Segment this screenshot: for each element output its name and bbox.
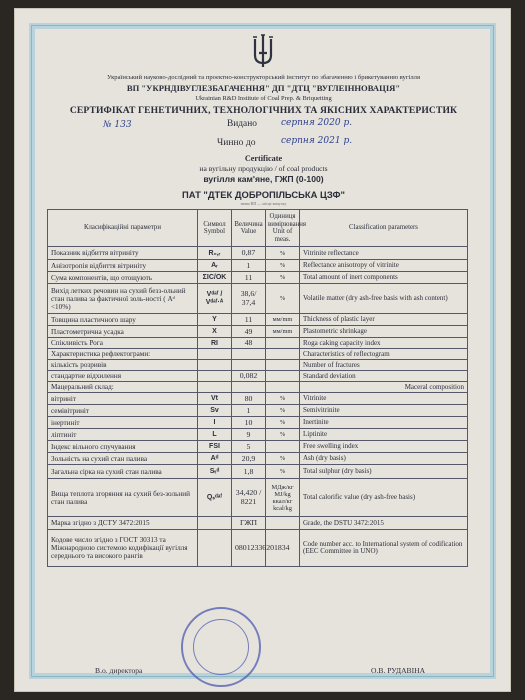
company-subline: назва ВП — місце випуску bbox=[240, 201, 287, 206]
value-cell: 49 bbox=[232, 326, 266, 338]
param-cell: Анізотропія відбиття вітриніту bbox=[48, 260, 198, 272]
table-row bbox=[48, 260, 468, 272]
trident-emblem-icon bbox=[249, 33, 277, 69]
valid-until-label: Чинно до bbox=[217, 137, 256, 148]
col-header-class: Classification parameters bbox=[300, 210, 468, 247]
param-cell: семівітриніт bbox=[48, 405, 198, 417]
signatory-name: О.В. РУДАВІНА bbox=[371, 666, 426, 675]
certificate-sheet bbox=[14, 8, 511, 692]
symbol-cell bbox=[198, 530, 232, 567]
certificate-label-en: Certificate bbox=[244, 154, 283, 163]
value-cell bbox=[232, 360, 266, 371]
param-cell: Товщина пластичного шару bbox=[48, 314, 198, 326]
table-row bbox=[48, 393, 468, 405]
unit-cell: % bbox=[266, 417, 300, 429]
unit-cell: % bbox=[266, 284, 300, 314]
param-cell: Вихід летких речовин на сухий безз-ольний стан палива за фактичної золь-ності ( Aᵈ <10%) bbox=[48, 284, 198, 314]
classification-cell: Plastometric shrinkage bbox=[300, 326, 468, 338]
value-cell: 5 bbox=[232, 441, 266, 453]
classification-cell: Inertinite bbox=[300, 417, 468, 429]
unit-cell bbox=[266, 382, 300, 393]
classification-cell: Thickness of plastic layer bbox=[300, 314, 468, 326]
classification-cell: Maceral composition bbox=[300, 382, 468, 393]
value-cell: 80 bbox=[232, 393, 266, 405]
table-row bbox=[48, 326, 468, 338]
param-cell: Спікливість Рога bbox=[48, 338, 198, 349]
symbol-cell: Aᵈ bbox=[198, 453, 232, 465]
param-cell: Марка згідно з ДСТУ 3472:2015 bbox=[48, 517, 198, 530]
param-cell: Кодове число згідно з ГОСТ 30313 та Міжнародною системою кодифікації вугілля середнього та високого рангів bbox=[48, 530, 198, 567]
param-cell: Мацеральний склад: bbox=[48, 382, 198, 393]
param-cell: Загальна сірка на сухий стан палива bbox=[48, 465, 198, 479]
classification-cell: Standard deviation bbox=[300, 371, 468, 382]
col-header-symbol: Символ Symbol bbox=[198, 210, 232, 247]
symbol-cell: Y bbox=[198, 314, 232, 326]
classification-cell: Total amount of inert components bbox=[300, 272, 468, 284]
unit-cell: % bbox=[266, 405, 300, 417]
symbol-cell: Qₛᵈᵃᶠ bbox=[198, 479, 232, 517]
symbol-cell bbox=[198, 360, 232, 371]
param-cell: Зольність на сухий стан палива bbox=[48, 453, 198, 465]
value-cell: 48 bbox=[232, 338, 266, 349]
symbol-cell: L bbox=[198, 429, 232, 441]
unit-cell: % bbox=[266, 465, 300, 479]
unit-cell: МДж/кг MJ/kg ккал/кг kcal/kg bbox=[266, 479, 300, 517]
unit-cell: % bbox=[266, 453, 300, 465]
table-header-row bbox=[48, 210, 468, 247]
classification-cell: Vitrinite reflectance bbox=[300, 247, 468, 260]
classification-cell: Grade, the DSTU 3472:2015 bbox=[300, 517, 468, 530]
unit-cell bbox=[266, 349, 300, 360]
param-cell: інертиніт bbox=[48, 417, 198, 429]
value-cell: 34,420 / 8221 bbox=[232, 479, 266, 517]
table-row bbox=[48, 441, 468, 453]
symbol-cell: X bbox=[198, 326, 232, 338]
company-name: ПАТ "ДТЕК ДОБРОПІЛЬСЬКА ЦЗФ" bbox=[182, 189, 345, 200]
value-cell: 11 bbox=[232, 314, 266, 326]
value-cell: 1 bbox=[232, 405, 266, 417]
certificate-content bbox=[41, 33, 486, 681]
institute-name: Український науково-дослідний та проектно-конструкторський інститут по збагаченню і брикетуванню вугілля bbox=[107, 74, 420, 81]
symbol-cell: Sₜᵈ bbox=[198, 465, 232, 479]
param-cell: ліптиніт bbox=[48, 429, 198, 441]
coal-grade: вугілля кам'яне, ГЖП (0-100) bbox=[203, 174, 324, 184]
classification-cell: Code number acc. to International system of codification (EEC Committee in UNO) bbox=[300, 530, 468, 567]
value-cell: 20,9 bbox=[232, 453, 266, 465]
param-cell: Пластометрична усадка bbox=[48, 326, 198, 338]
table-row bbox=[48, 247, 468, 260]
unit-cell bbox=[266, 338, 300, 349]
certificate-number: № 133 bbox=[103, 120, 132, 130]
symbol-cell: R₀,ᵣ bbox=[198, 247, 232, 260]
value-cell: 1 bbox=[232, 260, 266, 272]
symbol-cell bbox=[198, 349, 232, 360]
value-cell: 0,082 bbox=[232, 371, 266, 382]
issued-label: Видано bbox=[227, 119, 257, 129]
unit-cell bbox=[266, 360, 300, 371]
classification-cell: Total calorific value (dry ash-free basis) bbox=[300, 479, 468, 517]
symbol-cell: RI bbox=[198, 338, 232, 349]
classification-cell: Free swelling index bbox=[300, 441, 468, 453]
value-cell bbox=[232, 349, 266, 360]
classification-cell: Total sulphur (dry basis) bbox=[300, 465, 468, 479]
param-cell: Сума компонентів, що отощують bbox=[48, 272, 198, 284]
value-cell: 11 bbox=[232, 272, 266, 284]
table-row bbox=[48, 284, 468, 314]
director-label: В.о. директора bbox=[95, 666, 143, 675]
value-cell: 38,6/ 37,4 bbox=[232, 284, 266, 314]
table-row bbox=[48, 517, 468, 530]
symbol-cell: Vᵈᵃᶠ / Vᵈᵃᶠ·ᴬ bbox=[198, 284, 232, 314]
certificate-title: СЕРТИФІКАТ ГЕНЕТИЧНИХ, ТЕХНОЛОГІЧНИХ ТА ЯКІСНИХ ХАРАКТЕРИСТИК bbox=[69, 105, 458, 116]
col-header-param: Класифікаційні параметри bbox=[48, 210, 198, 247]
organization-name-en: Ukrainian R&D Institute of Coal Prep. & Briquetting bbox=[195, 95, 332, 102]
issued-date: серпня 2020 р. bbox=[281, 118, 353, 128]
classification-cell: Liptinite bbox=[300, 429, 468, 441]
product-line: на вугільну продукцію / of coal products bbox=[199, 164, 328, 173]
table-row bbox=[48, 453, 468, 465]
param-cell: вітриніт bbox=[48, 393, 198, 405]
value-cell: 1,8 bbox=[232, 465, 266, 479]
symbol-cell bbox=[198, 517, 232, 530]
param-cell: стандартне відхилення bbox=[48, 371, 198, 382]
value-cell: 9 bbox=[232, 429, 266, 441]
table-row bbox=[48, 349, 468, 360]
characteristics-table bbox=[47, 209, 468, 567]
official-stamp bbox=[181, 607, 261, 687]
unit-cell: % bbox=[266, 429, 300, 441]
unit-cell: мм/mm bbox=[266, 326, 300, 338]
unit-cell: % bbox=[266, 260, 300, 272]
unit-cell: % bbox=[266, 272, 300, 284]
param-cell: Характеристика рефлектограми: bbox=[48, 349, 198, 360]
table-row bbox=[48, 272, 468, 284]
param-cell: кількість розривів bbox=[48, 360, 198, 371]
value-cell: 0,87 bbox=[232, 247, 266, 260]
unit-cell: мм/mm bbox=[266, 314, 300, 326]
col-header-unit: Одиниця вимірювання Unit of meas. bbox=[266, 210, 300, 247]
param-cell: Вища теплота згоряння на сухий без-зольний стан палива bbox=[48, 479, 198, 517]
classification-cell: Semivitrinite bbox=[300, 405, 468, 417]
table-row bbox=[48, 429, 468, 441]
table-row bbox=[48, 314, 468, 326]
param-cell: Показник відбиття вітриніту bbox=[48, 247, 198, 260]
symbol-cell bbox=[198, 371, 232, 382]
table-row bbox=[48, 382, 468, 393]
symbol-cell: Vt bbox=[198, 393, 232, 405]
symbol-cell: Aᵣ bbox=[198, 260, 232, 272]
classification-cell: Volatile matter (dry ash-free basis with ash content) bbox=[300, 284, 468, 314]
classification-cell: Roga caking capacity index bbox=[300, 338, 468, 349]
table-row bbox=[48, 371, 468, 382]
col-header-value: Величина Value bbox=[232, 210, 266, 247]
table-row bbox=[48, 417, 468, 429]
unit-cell: % bbox=[266, 247, 300, 260]
value-cell: 08012336201834 bbox=[232, 530, 266, 567]
classification-cell: Vitrinite bbox=[300, 393, 468, 405]
table-row bbox=[48, 360, 468, 371]
symbol-cell: Sv bbox=[198, 405, 232, 417]
classification-cell: Reflectance anisotropy of vitrinite bbox=[300, 260, 468, 272]
symbol-cell: I bbox=[198, 417, 232, 429]
classification-cell: Characteristics of reflectogram bbox=[300, 349, 468, 360]
unit-cell bbox=[266, 371, 300, 382]
value-cell: ГЖП bbox=[232, 517, 266, 530]
table-row bbox=[48, 405, 468, 417]
param-cell: Індекс вільного спучування bbox=[48, 441, 198, 453]
symbol-cell: FSI bbox=[198, 441, 232, 453]
value-cell: 10 bbox=[232, 417, 266, 429]
table-row bbox=[48, 465, 468, 479]
symbol-cell: ΣIC/OK bbox=[198, 272, 232, 284]
table-row bbox=[48, 530, 468, 567]
unit-cell bbox=[266, 517, 300, 530]
valid-until-date: серпня 2021 р. bbox=[281, 136, 353, 146]
classification-cell: Number of fractures bbox=[300, 360, 468, 371]
unit-cell bbox=[266, 441, 300, 453]
organization-name: ВП "УКРНДІВУГЛЕЗБАГАЧЕННЯ" ДП "ДТЦ "ВУГЛЕІННОВАЦІЯ" bbox=[126, 83, 401, 93]
value-cell bbox=[232, 382, 266, 393]
table-row bbox=[48, 338, 468, 349]
classification-cell: Ash (dry basis) bbox=[300, 453, 468, 465]
table-row bbox=[48, 479, 468, 517]
unit-cell: % bbox=[266, 393, 300, 405]
symbol-cell bbox=[198, 382, 232, 393]
